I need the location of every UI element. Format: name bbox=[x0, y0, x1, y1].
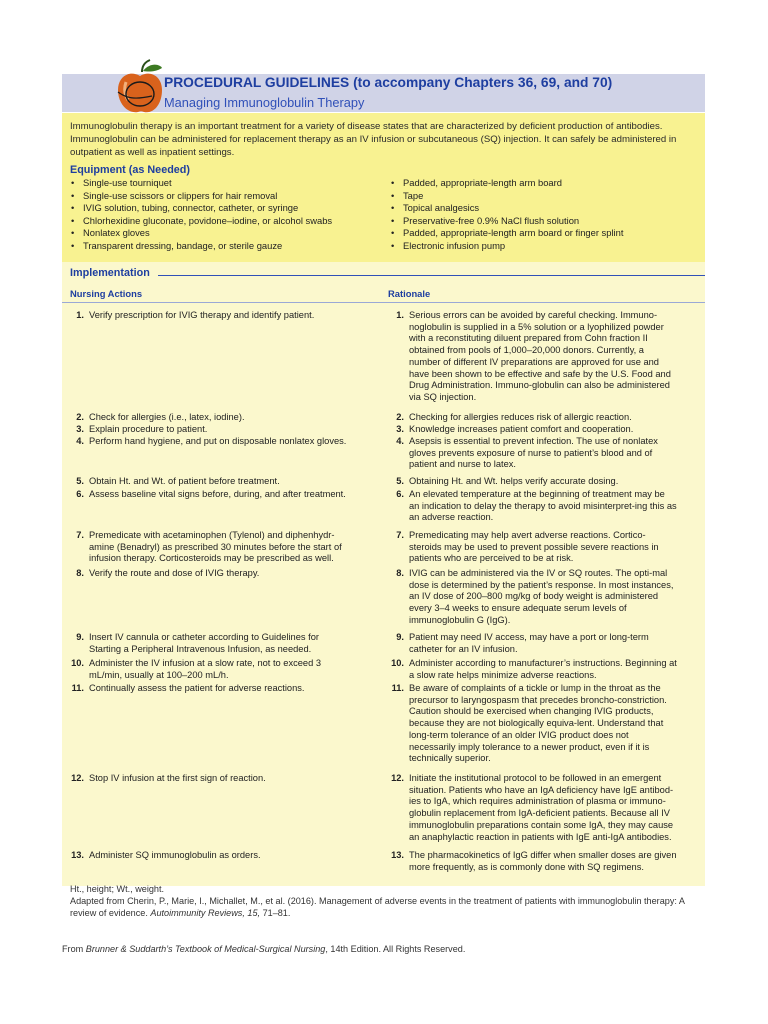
list-item: • IVIG solution, tubing, connector, catheter, or syringe bbox=[71, 202, 299, 214]
list-item: • Transparent dressing, bandage, or sterile gauze bbox=[71, 239, 283, 251]
list-item: • Padded, appropriate-length arm board or finger splint bbox=[391, 227, 624, 239]
intro-box bbox=[62, 113, 705, 262]
intro-text: Immunoglobulin therapy is an important treatment for a variety of disease states that are characterized by deficient production of antibodies. Immunoglobulin can be administered for replacement therapy as an IV infusion or subcutaneous (SQ) injection. It can safely be administered in outpatient as well as inpatient settings. bbox=[70, 121, 677, 158]
list-item: • Single-use tourniquet bbox=[71, 177, 172, 188]
guideline-panel: Immunoglobulin therapy is an important treatment for a variety of disease states that are characterized by deficient production of antibodies. Immunoglobulin can be administered for replacement therapy as an IV infusion or subcutaneous (SQ) injection. It can safely be administered in outpatient as well as inpatient settings. Equipment (as Needed) • Single-use tourniquet • Single-use scissors or clippers for hair removal • IVIG solution, tubing, connector, catheter, or syringe • Chlorhexidine gluconate, povidone–iodine, or alcohol swabs • Nonlatex gloves • Transparent dressing, bandage, or sterile gauze • Padded, appropriate-length arm board • Tape • Topical analgesics • Preservative-free 0.9% NaCl flush solution • Padded, appropriate-length arm board or finger splint • Electronic infusion pump Implementation Nursing Actions Rationale 1. Verify prescription for IVIG therapy and identify patient. 2. Check for allergies (i.e., latex, iodine). 3. Explain procedure to patient. 4. Perform hand hygiene, and put on disposable nonlatex gloves. 5. Obtain Ht. and Wt. of patient before treatment. 6. Assess baseline vital signs before, during, and after treatment. 7. Premedicate with acetaminophen (Tylenol) and diphenhydr-amine (Benadryl) as prescribed 30 minutes before the start of infusion therapy. Corticosteroids may be prescribed as well. 8. Verify the route and dose of IVIG therapy. 9. Insert IV cannula or catheter according to Guidelines for Starting a Peripheral Intravenous Infusion, as needed. 10. Administer the IV infusion at a slow rate, not to exceed 3 mL/min, usually at 100–200 mL/h. 11. Continually assess the patient for adverse reactions. 12. Stop IV infusion at the first sign of reaction. 13. Administer SQ immunoglobulin as orders. 1. Serious errors can be avoided by careful checking. Immuno-noglobulin is supplied in a 5% solution or a lyophilized powder with a reconstituting diluent prepared from Cohn fraction II obtained from pools of 1,000–20,000 donors. Currently, a number of different IV preparations are approved for use and have been shown to be effective and safe by the U.S. Food and Drug Administration. Immuno-globulin can also be administered via SQ injection. 2. Checking for allergies reduces risk of allergic reaction. 3. Knowledge increases patient comfort and cooperation. 4. Asepsis is essential to prevent infection. The use of nonlatex gloves prevents exposure of nurse to patient’s blood and of patient and nurse to latex. 5. Obtaining Ht. and Wt. helps verify accurate dosing. 6. An elevated temperature at the beginning of treatment may be an indication to delay the therapy to avoid misinterpret-ing this as an adverse reaction. 7. Premedicating may help avert adverse reactions. Cortico-steroids may be used to prevent possible severe reactions in patients who are perceived to be at risk. 8. IVIG can be administered via the IV or SQ routes. The opti-mal dose is determined by the patient’s response. In most instances, an IV dose of 200–800 mg/kg of body weight is administered every 3–4 weeks to ensure adequate serum levels of immunoglobulin G (IgG). 9. Patient may need IV access, may have a port or long-term catheter for an IV infusion. 10. Administer according to manufacturer’s instructions. Beginning at a slow rate helps minimize adverse reactions. 11. Be aware of complaints of a tickle or lump in the throat as the precursor to laryngospasm that precedes broncho-constriction. Caution should be exercised when changing IVIG products, because they are not biologically equiva-lent. Understand that long-term tolerance of an older IVIG product does not necessarily imply tolerance to a newer product, even if it is technically superior. 12. Initiate the institutional protocol to be followed in an emergent situation. Patients who have an IgA deficiency have IgE antibod-ies to IgA, which requires administration of plasma or immuno-globulin replacement from IgA-deficient patients. Because all IV immunoglobulin preparations contain some IgA, they may cause an anaphylactic reaction in patients with IgE anti-IgA antibodies. 13. The pharmacokinetics of IgG differ when smaller doses are given more frequently, as is commonly done with SQ regimens. Ht., height; Wt., weight. Adapted from Cherin, P., Marie, I., Michallet, M., et al. (2016). Management of adverse events in the treatment of patients with immunoglobulin therapy: A review of evidence. Autoimmunity Reviews, 15, 71–81. bbox=[62, 113, 705, 886]
list-item: • Topical analgesics bbox=[391, 202, 480, 214]
equipment-list-left bbox=[70, 177, 332, 253]
page-subtitle: Managing Immunoglobulin Therapy bbox=[164, 95, 365, 110]
implementation-divider bbox=[158, 275, 705, 276]
implementation-heading: Implementation bbox=[70, 267, 150, 279]
list-item: • Nonlatex gloves bbox=[71, 227, 150, 239]
list-item: • Preservative-free 0.9% NaCl flush solution bbox=[391, 214, 580, 226]
equipment-list-right bbox=[390, 177, 623, 253]
page-title: PROCEDURAL GUIDELINES (to accompany Chapters 36, 69, and 70) bbox=[164, 75, 613, 90]
adapted-citation: Adapted from Cherin, P., Marie, I., Michallet, M., et al. (2016). Management of adverse events in the treatment of patients with immunoglobulin therapy: A review of evidence. Autoimmunity Reviews, 15, 71–81. bbox=[70, 896, 685, 918]
column-header-divider bbox=[62, 302, 705, 303]
list-item: • Padded, appropriate-length arm board bbox=[391, 177, 562, 188]
abbreviation-note: Ht., height; Wt., weight. bbox=[70, 884, 165, 894]
rationale-heading: Rationale bbox=[388, 288, 431, 299]
list-item: • Chlorhexidine gluconate, povidone–iodine, or alcohol swabs bbox=[71, 214, 333, 226]
apple-logo-icon bbox=[112, 58, 168, 118]
source-credit: From Brunner & Suddarth’s Textbook of Medical-Surgical Nursing, 14th Edition. All Rights Reserved. bbox=[62, 944, 466, 954]
nursing-actions-heading: Nursing Actions bbox=[70, 288, 143, 299]
equipment-heading: Equipment (as Needed) bbox=[70, 164, 190, 176]
list-item: • Tape bbox=[391, 189, 424, 201]
list-item: • Single-use scissors or clippers for hair removal bbox=[71, 189, 278, 201]
list-item: • Electronic infusion pump bbox=[391, 239, 506, 251]
